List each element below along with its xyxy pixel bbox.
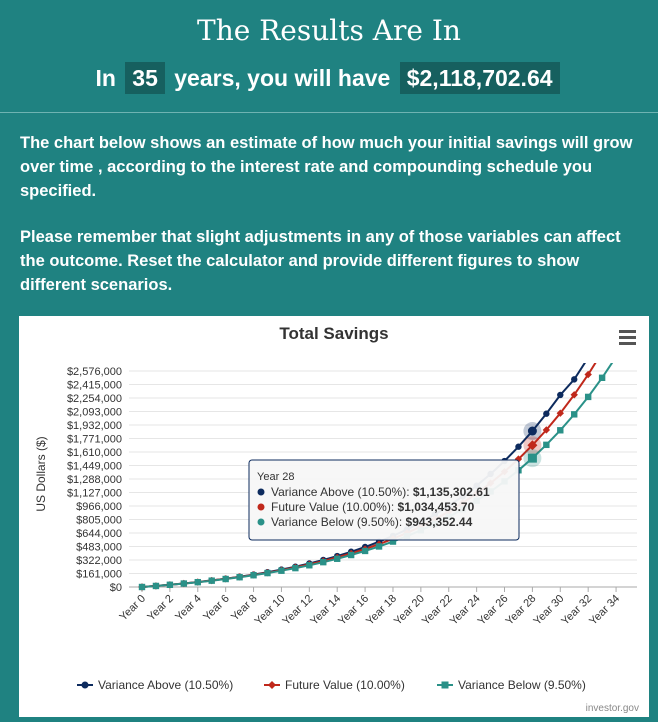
- tooltip-marker: [258, 519, 265, 526]
- x-tick-label: Year 14: [308, 592, 344, 628]
- y-tick-label: $805,000: [76, 514, 122, 527]
- x-tick-label: Year 26: [475, 592, 511, 628]
- y-tick-label: $2,093,000: [66, 406, 122, 419]
- data-point-above: [515, 444, 521, 450]
- x-tick-label: Year 22: [419, 592, 455, 628]
- x-tick-label: Year 24: [447, 592, 483, 628]
- legend-label: Variance Below (9.50%): [458, 678, 586, 692]
- tooltip-row: Variance Below (9.50%): $943,352.44: [271, 515, 473, 529]
- data-point-below: [571, 411, 577, 417]
- years-value: 35: [125, 62, 165, 94]
- final-amount: $2,118,702.64: [400, 62, 560, 94]
- x-tick-label: Year 34: [587, 592, 623, 628]
- data-point-below: [153, 583, 159, 589]
- divider: [0, 112, 658, 113]
- tooltip-row: Future Value (10.00%): $1,034,453.70: [271, 500, 475, 514]
- x-tick-label: Year 2: [145, 592, 177, 624]
- data-point-below: [250, 572, 256, 578]
- data-point-below: [236, 574, 242, 580]
- page-title: The Results Are In: [197, 14, 461, 47]
- data-point-above: [557, 392, 563, 398]
- y-tick-label: $1,610,000: [66, 447, 122, 459]
- y-tick-label: $2,254,000: [66, 393, 122, 405]
- legend-marker: [268, 681, 276, 689]
- chart-title: Total Savings: [279, 324, 389, 343]
- data-point-below: [334, 556, 340, 562]
- legend-item-above[interactable]: [77, 678, 233, 692]
- data-point-below: [292, 565, 298, 571]
- data-point-below: [167, 582, 173, 588]
- tooltip-row: Variance Above (10.50%): $1,135,302.61: [271, 485, 490, 499]
- data-point-below: [348, 552, 354, 558]
- y-tick-label: $2,415,000: [66, 379, 122, 392]
- x-tick-label: Year 0: [117, 592, 149, 624]
- data-point-below: [181, 580, 187, 586]
- years-suffix: years, you will have: [174, 65, 391, 91]
- data-point-above: [571, 376, 577, 382]
- hover-point-above: [528, 427, 537, 436]
- tooltip-header: Year 28: [257, 471, 295, 483]
- legend-item-below[interactable]: [437, 678, 586, 692]
- hover-point-below: [528, 454, 537, 463]
- y-tick-label: $2,576,000: [66, 366, 122, 378]
- total-savings-chart: [19, 316, 649, 717]
- x-tick-label: Year 28: [503, 592, 539, 628]
- description-paragraph: The chart below shows an estimate of how much your initial savings will grow over time , according to the interest rate and compounding schedule you specified.: [20, 134, 633, 200]
- y-tick-label: $0: [109, 582, 122, 594]
- data-point-below: [362, 548, 368, 554]
- x-tick-label: Year 32: [559, 592, 595, 628]
- disclaimer-paragraph: Please remember that slight adjustments in any of those variables can affect the outcome. Reset the calculator and provide different figures to show different scenarios.: [20, 228, 621, 294]
- x-tick-label: Year 6: [201, 592, 232, 624]
- y-tick-label: $1,771,000: [66, 433, 122, 446]
- data-point-below: [195, 579, 201, 585]
- x-tick-label: Year 4: [173, 592, 204, 624]
- tooltip-marker: [258, 489, 265, 496]
- y-tick-label: $1,932,000: [66, 420, 122, 432]
- y-axis-label: US Dollars ($): [34, 436, 48, 512]
- results-summary: [0, 62, 658, 94]
- x-tick-label: Year 10: [252, 592, 288, 628]
- tooltip-marker: [258, 504, 265, 511]
- data-point-below: [278, 568, 284, 574]
- chart-card: [19, 316, 649, 717]
- x-tick-label: Year 20: [391, 592, 427, 628]
- credit-text: investor.gov: [585, 703, 639, 714]
- x-tick-label: Year 30: [531, 592, 567, 628]
- legend-marker: [442, 682, 449, 689]
- y-tick-label: $483,000: [76, 541, 122, 554]
- y-tick-label: $966,000: [76, 501, 122, 513]
- data-point-below: [264, 570, 270, 576]
- data-point-above: [543, 411, 549, 417]
- data-point-below: [209, 577, 215, 583]
- x-tick-label: Year 18: [364, 592, 400, 628]
- years-prefix: In: [95, 65, 116, 91]
- legend-marker: [82, 682, 89, 689]
- hamburger-menu-icon[interactable]: [619, 330, 636, 345]
- data-point-below: [320, 559, 326, 565]
- y-tick-label: $161,000: [76, 568, 122, 581]
- y-tick-label: $322,000: [76, 555, 122, 567]
- x-tick-label: Year 16: [336, 592, 372, 628]
- x-tick-label: Year 8: [228, 592, 260, 624]
- legend-label: Variance Above (10.50%): [98, 678, 234, 692]
- data-point-below: [376, 543, 382, 549]
- y-tick-label: $1,127,000: [66, 487, 122, 500]
- tooltip: [249, 460, 519, 540]
- legend: [77, 678, 586, 692]
- y-tick-label: $644,000: [76, 528, 122, 540]
- legend-item-future[interactable]: [264, 678, 405, 692]
- data-point-below: [585, 394, 591, 400]
- data-point-below: [599, 375, 605, 381]
- x-tick-label: Year 12: [280, 592, 316, 628]
- y-tick-label: $1,288,000: [66, 474, 122, 486]
- data-point-below: [557, 427, 563, 433]
- data-point-below: [306, 562, 312, 568]
- data-point-below: [222, 576, 228, 582]
- data-point-below: [543, 442, 549, 448]
- y-tick-label: $1,449,000: [66, 460, 122, 473]
- data-point-below: [139, 584, 145, 590]
- legend-label: Future Value (10.00%): [285, 678, 405, 692]
